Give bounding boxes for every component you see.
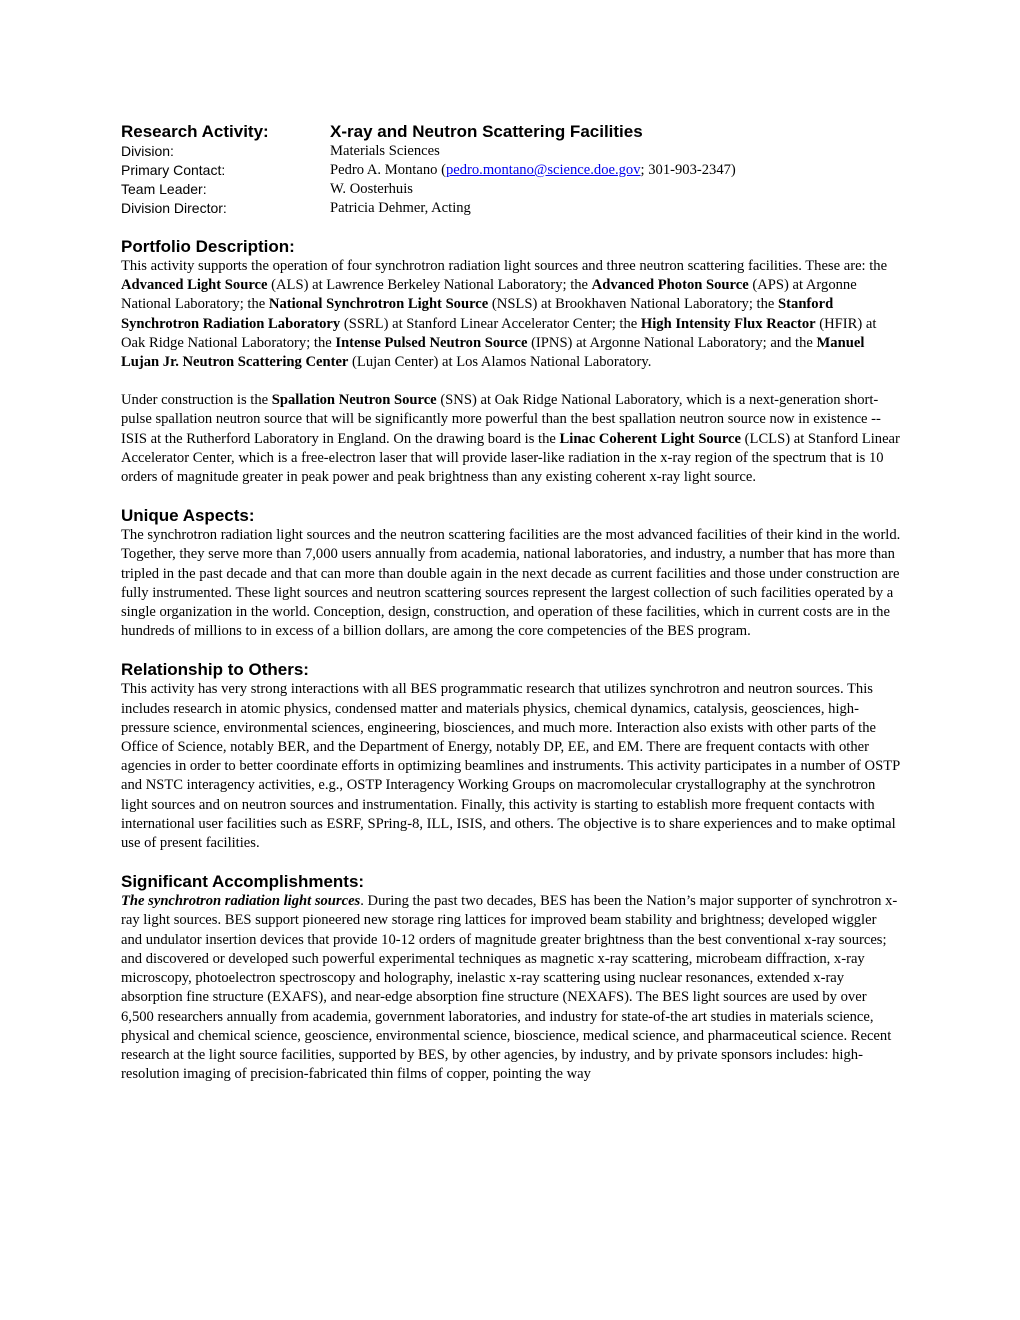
text-run: (SNS) at Oak Ridge National Laboratory, which is a next-generation short-pulse spallation neutron source that will be significantly more powerful than the best spallation neutron source now in existence -- ISIS at the Rutherford Laboratory in England. On the drawing board is the (121, 392, 881, 447)
accomplishments-lead: The synchrotron radiation light sources (121, 893, 361, 910)
meta-value (330, 161, 901, 180)
meta-row-division (121, 142, 901, 161)
facility-name: Linac Coherent Light Source (559, 430, 742, 447)
text-run: (SSRL) at Stanford Linear Accelerator Center; the (340, 315, 641, 332)
accomplishments-paragraph (121, 892, 901, 1084)
text-run: . During the past two decades, BES has been the Nation’s major supporter of synchrotron x-ray light sources. BES support pioneered new storage ring lattices for improved beam stability and brightness; developed wiggler and undulator insertion devices that provide 10-12 orders of magnitude greater brightness than the best conventional x-ray sources; and discovered or developed such powerful experimental techniques as magnetic x-ray scattering, microbeam diffraction, x-ray microscopy, photoelectron spectroscopy and holography, inelastic x-ray scattering using nuclear resonances, extended x-ray absorption fine structure (EXAFS), and near-edge absorption fine structure (NEXAFS). The BES light sources are used by over 6,500 researchers annually from academia, government laboratories, and industry for state-of-the art studies in materials science, physical and chemical science, geoscience, environmental science, bioscience, medical science, and pharmaceutical science. Recent research at the light source facilities, supported by BES, by other agencies, by industry, and by private sponsors includes: high-resolution imaging of precision-fabricated thin films of copper, pointing the way (121, 893, 898, 1083)
meta-row-team-leader (121, 180, 901, 199)
meta-key: Team Leader: (121, 181, 207, 197)
contact-email-link[interactable]: pedro.montano@science.doe.gov (445, 162, 641, 178)
document-page (121, 122, 901, 1084)
facility-name: National Synchrotron Light Source (268, 296, 489, 313)
portfolio-section (121, 237, 901, 487)
accomplishments-section (121, 872, 901, 1084)
meta-key: Division Director: (121, 200, 227, 216)
section-heading: Significant Accomplishments: (121, 872, 365, 892)
portfolio-paragraph-2 (121, 391, 901, 487)
facility-name: Spallation Neutron Source (271, 392, 437, 409)
unique-aspects-section (121, 506, 901, 641)
research-activity-header (121, 122, 901, 142)
text-run: Under construction is the (121, 392, 272, 409)
text-run: (LCLS) at Stanford Linear Accelerator Center, which is a free-electron laser that will provide laser-like radiation in the x-ray region of the spectrum that is 10 orders of magnitude greater in peak power and peak brightness than any existing coherent x-ray light source. (121, 430, 900, 486)
unique-aspects-paragraph: The synchrotron radiation light sources and the neutron scattering facilities are the most advanced facilities of their kind in the world. Together, they serve more than 7,000 users annually from academia, national laboratories, and industry, a number that has more than tripled in the past decade and that can more than double again in the next decade as current facilities and those under construction are fully instrumented. These light sources and neutron scattering sources represent the largest collection of such facilities operated by a single organization in the world. Conception, design, construction, and operation of these facilities, which in current costs are in the hundreds of millions to in excess of a billion dollars, are among the core competencies of the BES program. (121, 527, 901, 640)
section-heading: Portfolio Description: (121, 237, 295, 256)
text-run: (Lujan Center) at Los Alamos National Laboratory. (348, 354, 652, 371)
research-activity-label: Research Activity: (121, 122, 269, 141)
text-run: (NSLS) at Brookhaven National Laboratory; the (488, 296, 779, 313)
meta-key: Division: (121, 143, 174, 159)
meta-key: Primary Contact: (121, 162, 226, 178)
facility-name: Manuel Lujan Jr. Neutron Scattering Center (121, 334, 865, 371)
research-activity-title: X-ray and Neutron Scattering Facilities (330, 122, 643, 141)
section-heading: Unique Aspects: (121, 506, 255, 526)
text-run: (IPNS) at Argonne National Laboratory; and the (527, 334, 817, 351)
relationship-section (121, 660, 901, 853)
relationship-paragraph: This activity has very strong interactions with all BES programmatic research that utilizes synchrotron and neutron sources. This includes research in atomic physics, condensed matter and materials physics, chemical dynamics, catalysis, geosciences, high-pressure science, environmental sciences, engineering, biosciences, and much more. Interaction also exists with other parts of the Office of Science, notably BER, and the Department of Energy, notably DP, EE, and EM. There are frequent contacts with other agencies in order to better coordinate efforts in optimizing beamlines and instruments. This activity participates in a number of OSTP and NSTC interagency activities, e.g., OSTP Interagency Working Groups on macromolecular crystallography at the synchrotron light sources and on neutron sources and instrumentation. Finally, this activity is starting to establish more frequent contacts with international user facilities such as ESRF, SPring-8, ILL, ISIS, and others. The objective is to share experiences and to make optimal use of present facilities. (121, 681, 900, 852)
contact-name: Pedro A. Montano ( (330, 162, 446, 178)
meta-value: Patricia Dehmer, Acting (330, 200, 471, 216)
meta-value: Materials Sciences (330, 143, 440, 159)
facility-name: Stanford Synchrotron Radiation Laboratory (121, 296, 834, 332)
portfolio-paragraph-1 (121, 257, 901, 372)
meta-value: W. Oosterhuis (330, 181, 413, 197)
contact-phone: ; 301-903-2347) (640, 162, 736, 178)
text-run: (HFIR) at Oak Ridge National Laboratory; the (121, 315, 877, 351)
facility-name: Intense Pulsed Neutron Source (335, 334, 528, 351)
section-heading: Relationship to Others: (121, 660, 309, 680)
text-run: (ALS) at Lawrence Berkeley National Laboratory; the (267, 277, 592, 294)
facility-name: Advanced Photon Source (591, 277, 749, 294)
text-run: (APS) at Argonne National Laboratory; the (121, 277, 857, 313)
meta-row-division-director (121, 199, 901, 218)
facility-name: High Intensity Flux Reactor (640, 315, 816, 332)
facility-name: Advanced Light Source (121, 277, 268, 294)
meta-row-primary-contact (121, 161, 901, 180)
text-run: This activity supports the operation of four synchrotron radiation light sources and three neutron scattering facilities. These are: the (121, 258, 888, 274)
